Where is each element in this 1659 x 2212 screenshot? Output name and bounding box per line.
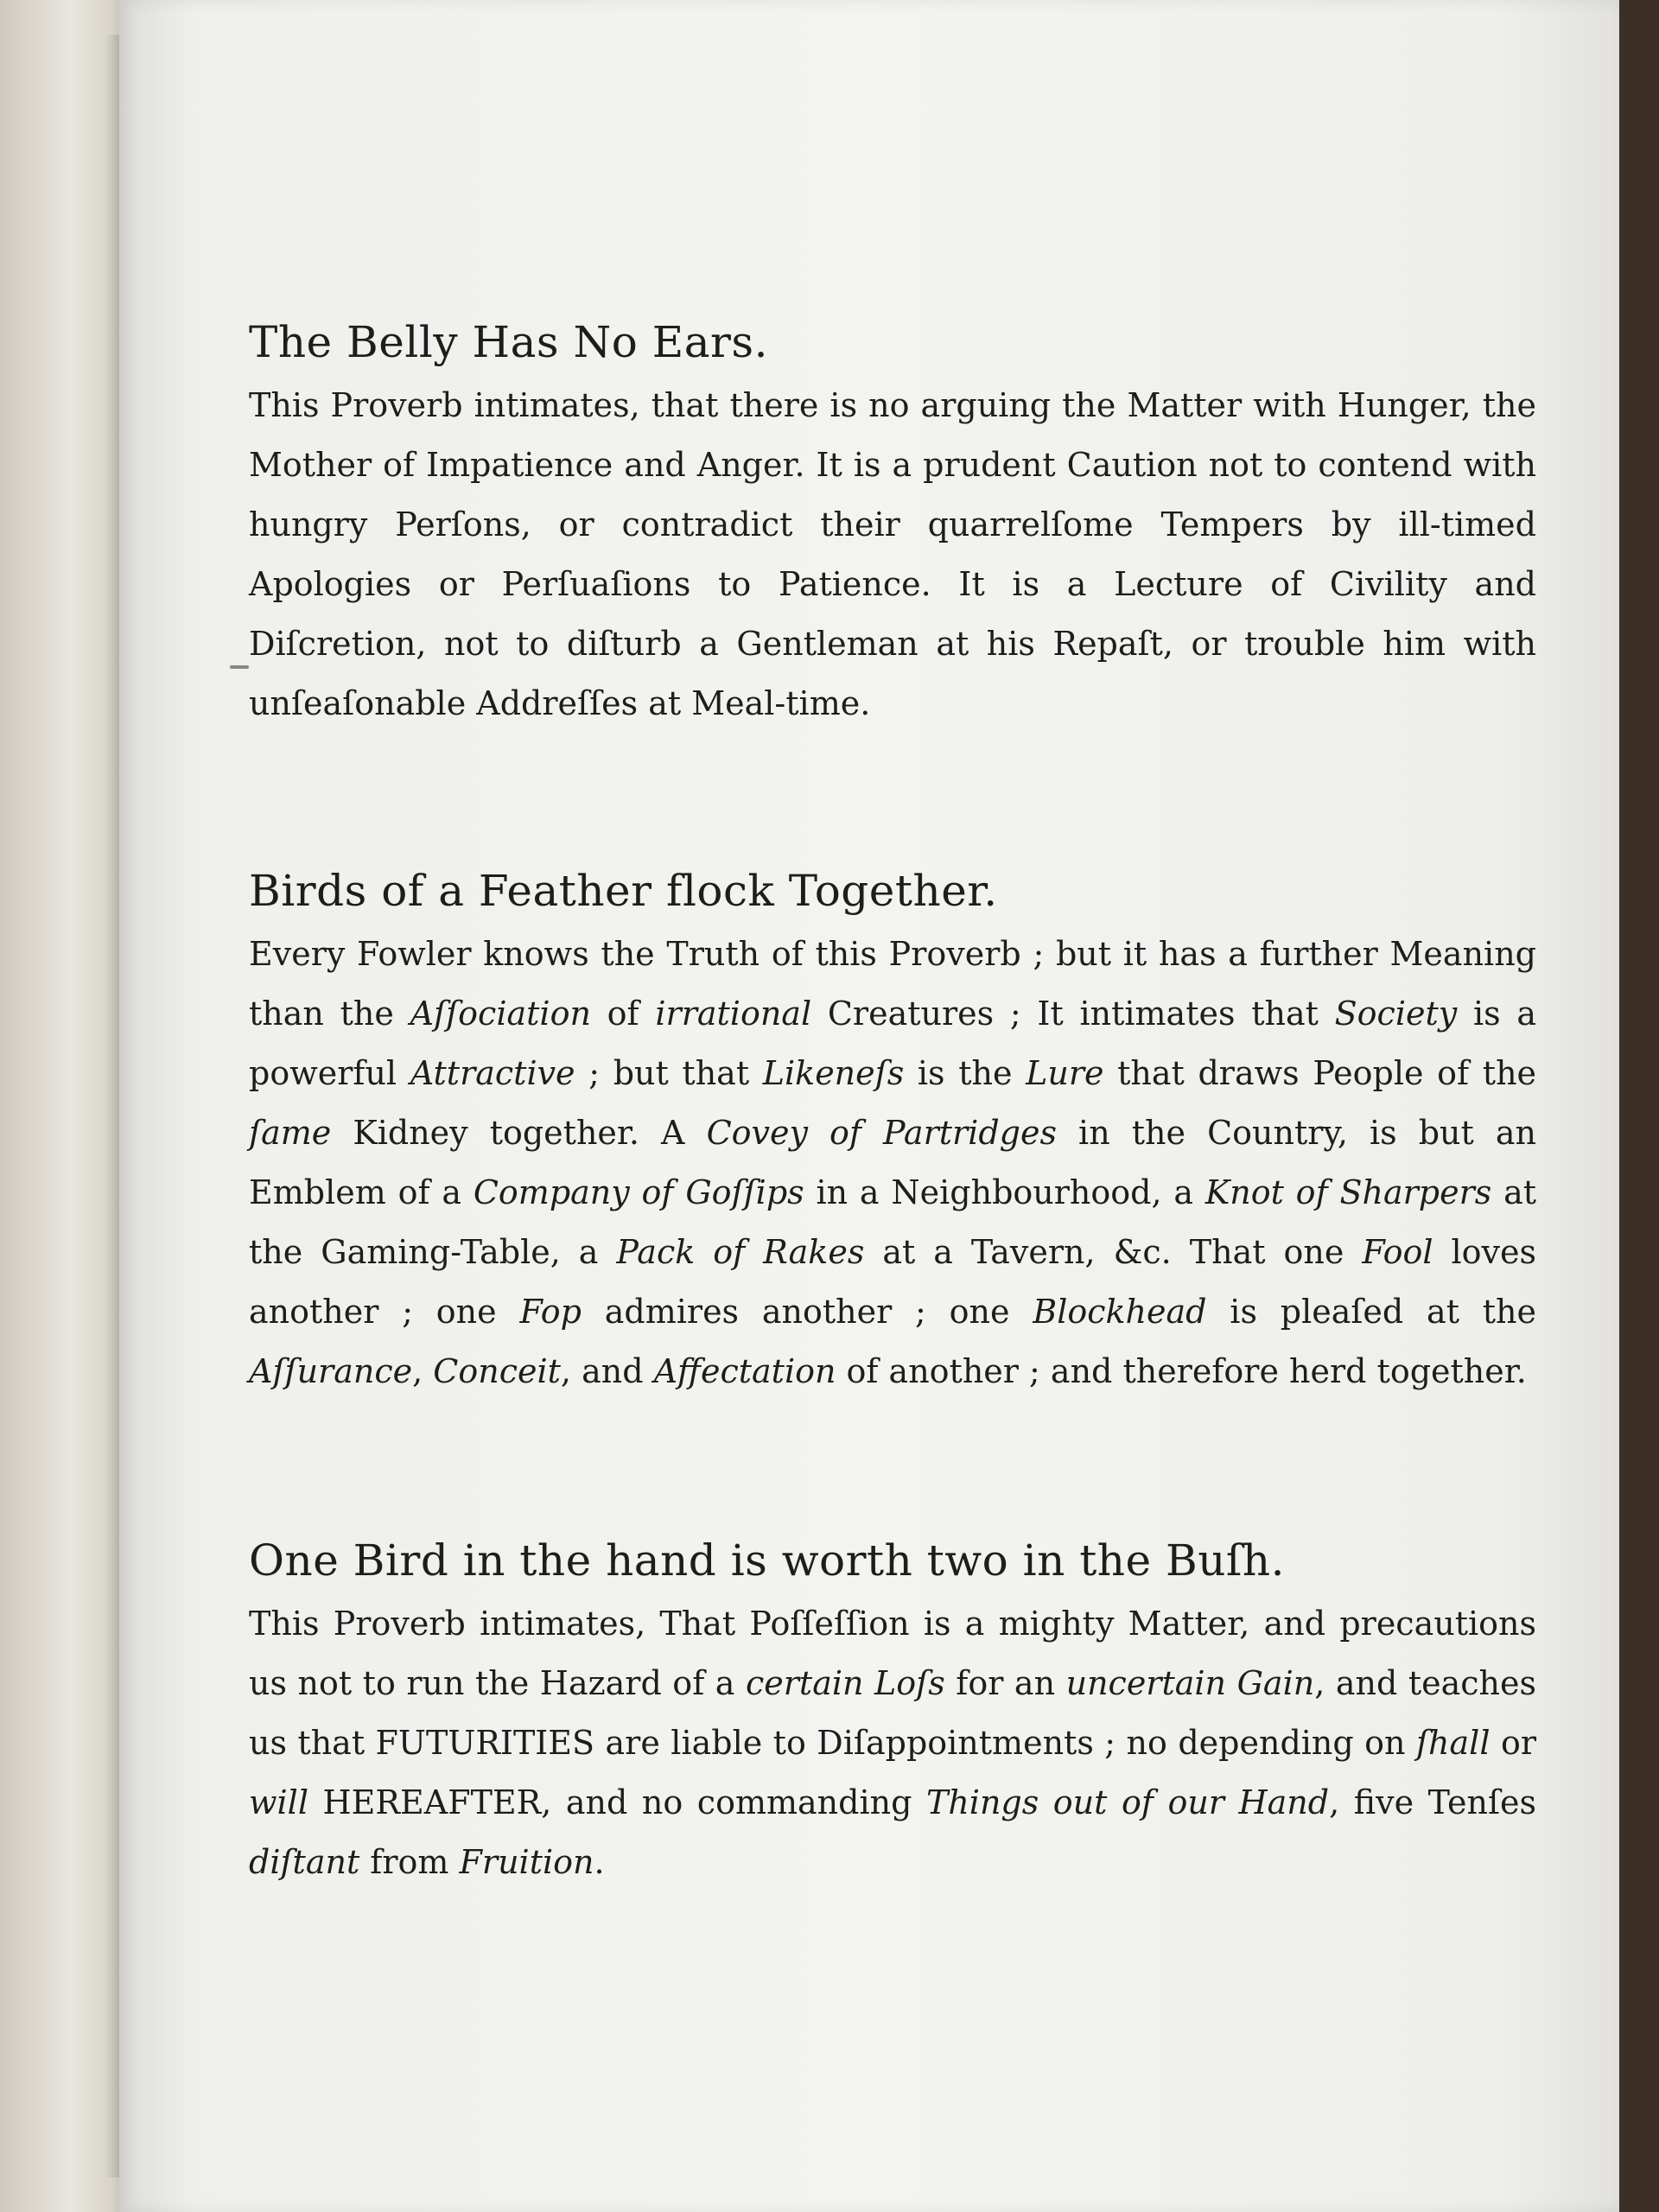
section-birds-feather	[249, 864, 1536, 1402]
book-page	[119, 0, 1619, 2212]
italic-run: Pack of Rakes	[616, 1233, 865, 1271]
text-run: for an	[944, 1664, 1066, 1702]
binding-stitch	[230, 665, 249, 669]
italic-run: diſtant	[249, 1843, 360, 1881]
italic-run: Lure	[1026, 1054, 1104, 1092]
text-run: Creatures ; It intimates that	[811, 995, 1335, 1033]
text-run: admires another ; one	[581, 1293, 1033, 1331]
text-run: , and	[560, 1352, 654, 1390]
text-run: , and teaches us that FUTURITIES are liable to Diſappointments ; no depending on	[249, 1664, 1536, 1762]
italic-run: Attractive	[410, 1054, 575, 1092]
text-run: is a powerful	[249, 995, 1537, 1092]
italic-run: Affectation	[653, 1352, 836, 1390]
text-run: loves another ; one	[249, 1233, 1536, 1331]
text-run: Every Fowler knows the Truth of this Proverb ; but it has a further Meaning than the	[249, 935, 1536, 1033]
section-title: Birds of a Feather flock Together.	[249, 866, 998, 916]
italic-run: Conceit	[433, 1352, 561, 1390]
text-run: is pleaſed at the	[1206, 1293, 1536, 1331]
section-body	[249, 1594, 1536, 1892]
section-bird-in-hand	[249, 1534, 1536, 1892]
text-run: in the Country, is but an Emblem of a	[249, 1114, 1536, 1211]
italic-run: Aſſurance	[249, 1352, 413, 1390]
text-run: .	[594, 1843, 605, 1881]
text-run: at a Tavern, &c. That one	[864, 1233, 1363, 1271]
section-title: The Belly Has No Ears.	[249, 317, 768, 367]
text-run: ; but that	[575, 1054, 763, 1092]
text-run: ,	[412, 1352, 434, 1390]
italic-run: Company of Goſſips	[473, 1173, 804, 1211]
italic-run: certain Loſs	[746, 1664, 945, 1702]
italic-run: Society	[1334, 995, 1458, 1033]
italic-run: will	[249, 1783, 308, 1821]
italic-run: ſame	[249, 1114, 332, 1152]
text-run: Kidney together. A	[331, 1114, 707, 1152]
italic-run: Things out of our Hand	[925, 1783, 1330, 1821]
italic-run: Covey of Partridges	[706, 1114, 1057, 1152]
text-run: from	[359, 1843, 460, 1881]
text-run: of another ; and therefore herd together.	[836, 1352, 1527, 1390]
section-body	[249, 376, 1536, 734]
italic-run: Fruition	[459, 1843, 594, 1881]
italic-run: Knot of Sharpers	[1205, 1173, 1492, 1211]
italic-run: Aſſociation	[410, 995, 591, 1033]
italic-run: Fop	[519, 1293, 582, 1331]
text-run: of	[590, 995, 656, 1033]
italic-run: Likeneſs	[762, 1054, 905, 1092]
text-run: in a Neighbourhood, a	[804, 1173, 1205, 1211]
section-title: One Bird in the hand is worth two in the Buſh.	[249, 1535, 1286, 1586]
italic-run: Fool	[1362, 1233, 1433, 1271]
text-run: is the	[904, 1054, 1027, 1092]
italic-run: Blockhead	[1033, 1293, 1207, 1331]
section-belly	[249, 315, 1536, 734]
text-run: that draws People of the	[1103, 1054, 1537, 1092]
text-run: This Proverb intimates, That Poſſeſſion is a mighty Matter, and precautions us not to run the Hazard of a	[249, 1605, 1536, 1702]
italic-run: irrational	[655, 995, 812, 1033]
italic-run: uncertain Gain	[1065, 1664, 1315, 1702]
text-run: This Proverb intimates, that there is no arguing the Matter with Hunger, the Mother of Impatience and Anger. It is a prudent Caution not to contend with hungry Perſons, or contradict their quarrelſome Tempers by ill-timed Apologies or Perſuaſions to Patience. It is a Lecture of Civility and Diſcretion, not to diſturb a Gentleman at his Repaſt, or trouble him with unſeaſonable Addreſſes at Meal-time.	[249, 386, 1536, 722]
section-body	[249, 925, 1536, 1402]
text-run: at the Gaming-Table, a	[249, 1173, 1537, 1271]
text-run: HEREAFTER, and no commanding	[308, 1783, 926, 1821]
text-run: or	[1490, 1724, 1536, 1762]
italic-run: ſhall	[1415, 1724, 1491, 1762]
text-run: , five Tenſes	[1329, 1783, 1537, 1821]
